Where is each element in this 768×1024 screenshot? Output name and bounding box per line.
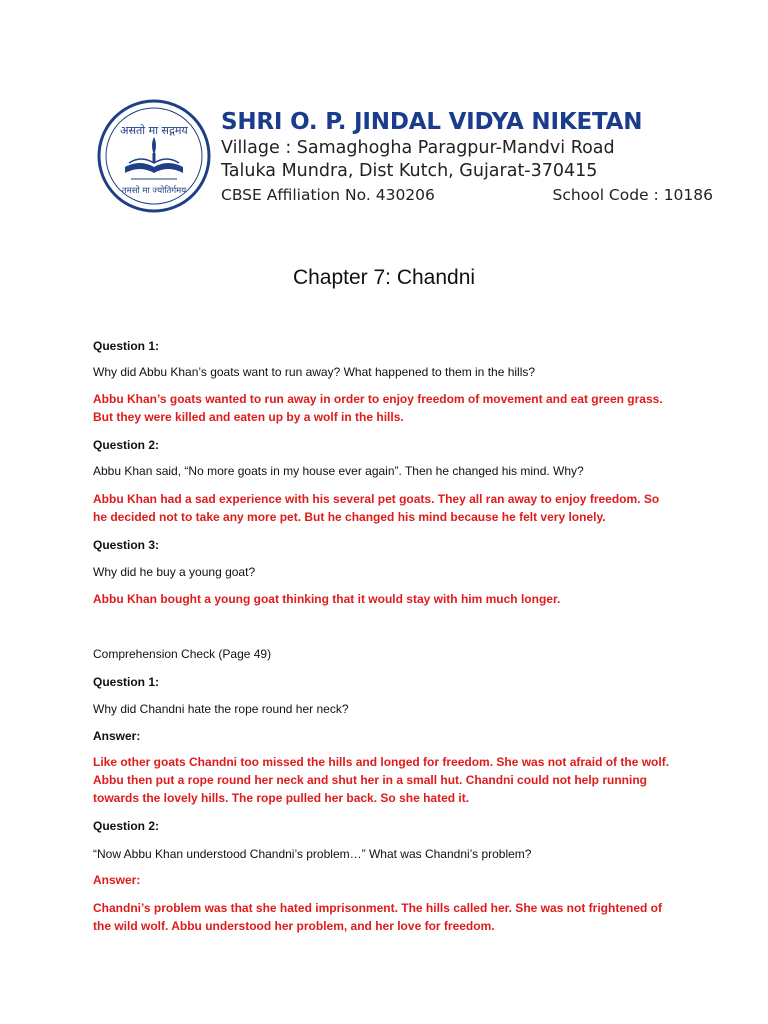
answer-text: Abbu Khan had a sad experience with his several pet goats. They all ran away to enjoy freedom. So [93, 492, 660, 506]
cbse-affiliation: CBSE Affiliation No. 430206 [221, 185, 435, 204]
letterhead [93, 88, 713, 224]
answer-text: towards the lovely hills. The rope pulled her back. So she hated it. [93, 791, 470, 805]
school-address-line-1: Village : Samaghogha Paragpur-Mandvi Road [221, 137, 615, 158]
chapter-title: Chapter 7: Chandni [292, 266, 476, 289]
question-text: “Now Abbu Khan understood Chandni’s problem…” What was Chandni’s problem? [93, 847, 532, 861]
answer-text: Abbu then put a rope round her neck and shut her in a small hut. Chandni could not help running [93, 773, 648, 787]
question-heading: Answer: [93, 729, 141, 743]
question-heading: Question 3: [93, 538, 160, 552]
question-text: Comprehension Check (Page 49) [93, 647, 272, 661]
emblem-motto-bottom: तमसो मा ज्योतिर्गमय [121, 186, 187, 196]
question-heading: Question 2: [93, 438, 160, 452]
answer-text: But they were killed and eaten up by a wolf in the hills. [93, 410, 404, 424]
answer-text: Abbu Khan’s goats wanted to run away in order to enjoy freedom of movement and eat green grass. [93, 392, 663, 406]
answer-text: the wild wolf. Abbu understood her problem, and her love for freedom. [93, 919, 495, 933]
emblem-icon [95, 97, 213, 215]
answer-text: Like other goats Chandni too missed the hills and longed for freedom. She was not afraid of the wolf. [93, 755, 670, 769]
question-heading: Question 1: [93, 675, 160, 689]
question-text: Why did he buy a young goat? [93, 565, 256, 579]
answer-text: Answer: [93, 873, 141, 887]
emblem-motto-top: असतो मा सद्गमय [120, 124, 188, 137]
answer-text: Chandni’s problem was that she hated imprisonment. The hills called her. She was not frightened of [93, 901, 662, 915]
question-text: Why did Abbu Khan’s goats want to run away? What happened to them in the hills? [93, 365, 536, 379]
school-code: School Code : 10186 [552, 185, 713, 204]
school-address-line-2: Taluka Mundra, Dist Kutch, Gujarat-370415 [221, 160, 598, 181]
question-heading: Question 1: [93, 339, 160, 353]
school-codes [221, 186, 713, 204]
question-text: Abbu Khan said, “No more goats in my house ever again”. Then he changed his mind. Why? [93, 464, 584, 478]
question-heading: Question 2: [93, 819, 160, 833]
school-info [221, 109, 713, 204]
school-emblem [95, 97, 213, 215]
answer-text: Abbu Khan bought a young goat thinking that it would stay with him much longer. [93, 592, 561, 606]
school-name: SHRI O. P. JINDAL VIDYA NIKETAN [221, 108, 643, 135]
answer-text: he decided not to take any more pet. But he changed his mind because he felt very lonely. [93, 510, 606, 524]
question-text: Why did Chandni hate the rope round her neck? [93, 702, 349, 716]
